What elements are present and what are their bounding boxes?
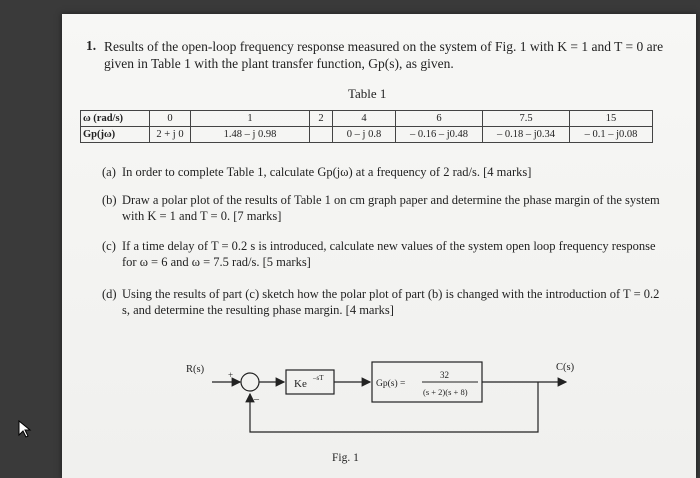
omega-cell: 7.5: [483, 111, 570, 127]
part-text: Using the results of part (c) sketch how the polar plot of part (b) is changed with the introduction of T = 0.2 s, and determine the resulting phase margin. [4 marks]: [122, 287, 660, 317]
delay-block-exponent: –sT: [313, 374, 324, 382]
g-cell: 1.48 – j 0.98: [191, 127, 310, 143]
question-intro: Results of the open-loop frequency response measured on the system of Fig. 1 with K = 1 and T = 0 are given in Table 1 with the plant transfer function, Gp(s), as given.: [104, 39, 664, 71]
part-label: (b): [102, 193, 117, 207]
part-c: [102, 238, 662, 270]
mouse-pointer-icon: [18, 420, 32, 438]
g-cell-empty: [310, 127, 333, 143]
summing-junction: [241, 373, 259, 391]
part-text: In order to complete Table 1, calculate Gp(jω) at a frequency of 2 rad/s. [4 marks]: [122, 165, 532, 179]
part-label: (a): [102, 165, 116, 179]
omega-cell: 1: [191, 111, 310, 127]
part-d: [102, 286, 662, 318]
output-label: C(s): [556, 362, 575, 373]
question-number: 1.: [86, 38, 97, 53]
g-cell: – 0.18 – j0.34: [483, 127, 570, 143]
part-label: (d): [102, 287, 117, 301]
plant-lhs: Gp(s) =: [376, 379, 406, 389]
omega-cell: 2: [310, 111, 333, 127]
summing-minus: –: [254, 394, 259, 405]
part-label: (c): [102, 239, 116, 253]
part-text: Draw a polar plot of the results of Table 1 on cm graph paper and determine the phase margin of the system with K = 1 and T = 0. [7 marks]: [122, 193, 660, 223]
omega-cell: 6: [396, 111, 483, 127]
omega-cell: 15: [570, 111, 653, 127]
omega-cell: 4: [333, 111, 396, 127]
summing-plus: +: [228, 370, 234, 380]
header-omega: ω (rad/s): [81, 111, 150, 127]
input-label: R(s): [186, 364, 205, 375]
header-g: Gp(jω): [81, 127, 150, 143]
g-cell: – 0.16 – j0.48: [396, 127, 483, 143]
omega-cell: 0: [150, 111, 191, 127]
block-diagram: [182, 350, 622, 450]
table-title: Table 1: [348, 86, 387, 101]
part-text: If a time delay of T = 0.2 s is introduced, calculate new values of the system open loop frequency response for ω = 6 and ω = 7.5 rad/s. [5 marks]: [122, 239, 656, 269]
table-row-omega: [81, 111, 653, 127]
plant-numerator: 32: [440, 370, 449, 380]
g-cell: 0 – j 0.8: [333, 127, 396, 143]
table-row-g: [81, 127, 653, 143]
plant-denominator: (s + 2)(s + 8): [423, 387, 468, 397]
part-b: [102, 192, 662, 224]
question-sheet: [62, 14, 696, 478]
part-a: [102, 164, 662, 180]
delay-block-label: Ke: [294, 378, 307, 390]
g-cell: 2 + j 0: [150, 127, 191, 143]
figure-caption: Fig. 1: [332, 452, 359, 464]
frequency-response-table: [80, 110, 653, 143]
g-cell: – 0.1 – j0.08: [570, 127, 653, 143]
